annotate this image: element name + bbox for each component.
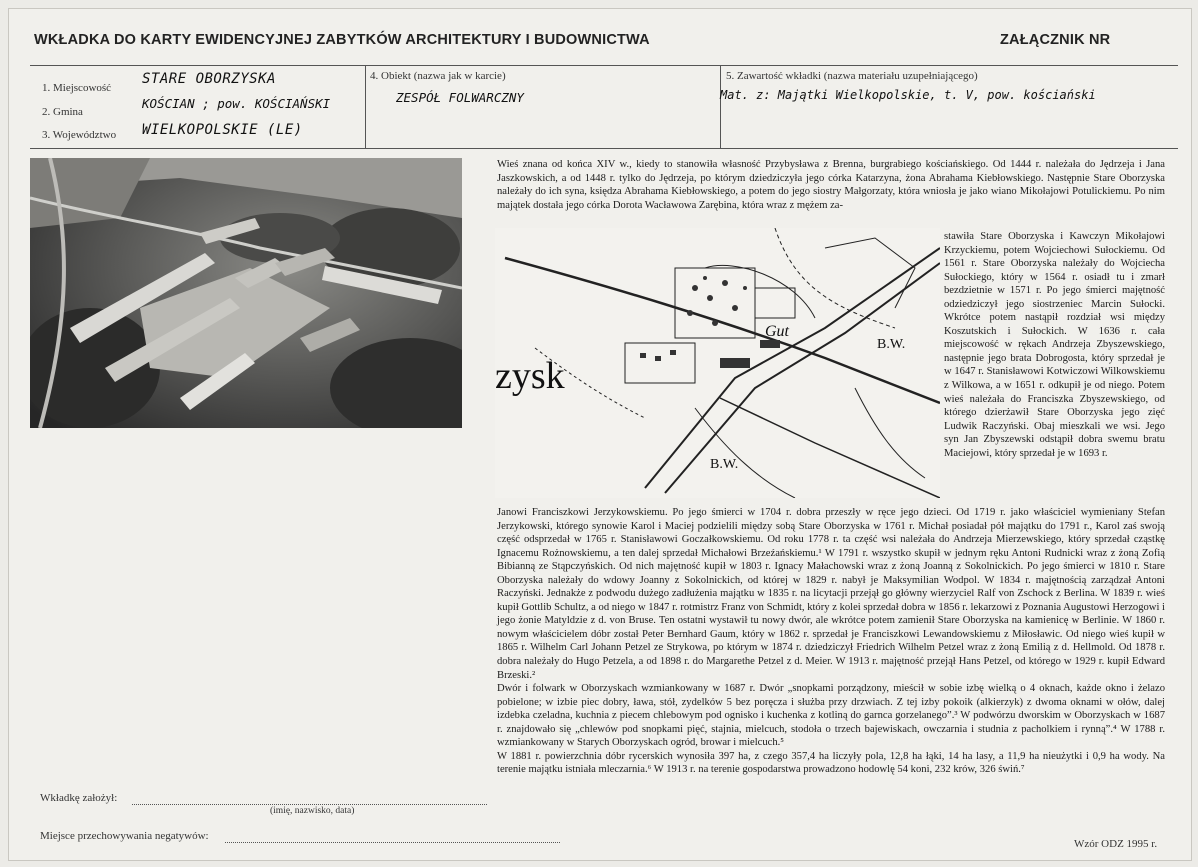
field-value-contents: Mat. z: Majątki Wielkopolskie, t. V, pow. kościański <box>720 88 1096 102</box>
field-label-contents: 5. Zawartość wkładki (nazwa materiału uzupełniającego) <box>726 70 978 82</box>
field-label-commune: 2. Gmina <box>42 106 83 118</box>
divider <box>720 66 721 148</box>
created-by-line <box>132 804 487 805</box>
history-text-bottom <box>497 506 1165 777</box>
field-value-voivodeship: WIELKOPOLSKIE (LE) <box>142 122 303 138</box>
aerial-photograph <box>30 158 462 428</box>
field-label-object: 4. Obiekt (nazwa jak w karcie) <box>370 70 506 82</box>
field-label-voivodeship: 3. Województwo <box>42 129 117 141</box>
annex-label: ZAŁĄCZNIK NR <box>1000 32 1111 48</box>
paragraph: W 1881 r. powierzchnia dóbr rycerskich wynosiła 397 ha, z czego 357,4 ha liczyły pola, 12,8 ha łąki, 14 ha lasy, a 11,9 ha nieużytki i 0,9 ha wody. Na terenie majątku istniała mleczarnia.⁶ W 1913 r. na terenie gospodarstwa prowadzono hodowlę 54 koni, 232 krów, 326 świń.⁷ <box>497 750 1165 776</box>
map-label-gut: Gut <box>765 323 789 340</box>
field-value-locality: STARE OBORZYSKA <box>142 71 276 87</box>
form-code: Wzór ODZ 1995 r. <box>1074 838 1158 850</box>
negatives-label: Miejsce przechowywania negatywów: <box>40 830 209 842</box>
paragraph: Wieś znana od końca XIV w., kiedy to stanowiła własność Przybysława z Brenna, burgrabiego kościańskiego. Od 1444 r. należała do Jędrzeja i Jana Jaszkowskich, a od 1448 r. tylko do Jędrzeja, po którym dziedziczyła jego córka Katarzyna, żona Abrahama Kiebłowskiego. Następnie Stare Oborzyska należały do ich syna, księdza Abrahama Kiebłowskiego, a potem do jego siostry Małgorzaty, która wniosła je jako wiano Mikołajowi Potulickiemu. Po nim majątek dostała jego córka Dorota Wacławowa Zarębina, która wraz z mężem za- <box>497 159 1165 211</box>
map-label-bw-south: B.W. <box>710 457 739 472</box>
document-title: WKŁADKA DO KARTY EWIDENCYJNEJ ZABYTKÓW ARCHITEKTURY I BUDOWNICTWA <box>34 32 650 48</box>
created-by-label: Wkładkę założył: <box>40 792 118 804</box>
historical-map <box>495 228 940 498</box>
field-value-object: ZESPÓŁ FOLWARCZNY <box>396 90 524 105</box>
history-text-right <box>944 230 1165 460</box>
paragraph: stawiła Stare Oborzyska i Kawczyn Mikołajowi Krzyckiemu, potem Wojciechowi Sułockiemu. Od 1561 r. Stare Oborzyska należały do Wojciecha Sułockiego, który w 1564 r. osiadł tu i zmarł bezdzietnie w 1571 r. Po jego śmierci majętność odziedziczył jego siostrzeniec Marcin Sułocki. Wkrótce potem nastąpił rozdział wsi między Koszutskich i Sułockich. W 1636 r. cała miejscowość w rękach Andrzeja Zbyszewskiego, następnie jego brata Dobrogosta, który sprzedał je w 1647 r. Stanisławowi Kotwiczowi Wilkowskiemu z Wilkowa, a w 1651 r. odkupił je od niego. Potem wieś należała do Franciszka Zbyszewskiego, od którego dzierżawił Stare Oborzyska jego zięć Ludwik Raczyński. Obaj mieszkali we wsi. Jego syn Jan Zbyszewski odstąpił dobra swemu bratu Maciejowi, który sprzedał je w 1693 r. <box>944 231 1165 459</box>
form-header-box <box>30 65 1178 149</box>
map-label-zysk: zysk <box>495 355 565 397</box>
field-label-locality: 1. Miejscowość <box>42 82 112 94</box>
map-label-bw-east: B.W. <box>877 337 906 352</box>
history-text-top <box>497 158 1165 212</box>
divider <box>365 66 366 148</box>
field-value-commune: KOŚCIAN ; pow. KOŚCIAŃSKI <box>142 96 331 111</box>
negatives-line <box>225 842 560 843</box>
paragraph: Dwór i folwark w Oborzyskach wzmiankowany w 1687 r. Dwór „snopkami porządzony, mieścił w sobie izbę wielką o 4 oknach, każde okno i żelazo pobielone; w izbie piec dobry, ława, stół, zydelków 5 bez poręcza i służba przy drzwiach. Z tej izby pokoik (alkierzyk) z dwoma oknami w ołów, dalej izdebka czeladna, kuchnia z piecem chlebowym pod ognisko i kuchenka z kotliną do garnca gorzelanego”.³ W podwórzu dworskim w Oborzyskach w 1687 r. znajdowało się „chlewów pod snopkami pięć, stajnia, mielcuch, stodoła o trzech bajewiskach, owczarnia i studnia z pacholkiem i rynną”.⁴ W 1788 r. wzmiankowany w Starych Oborzyskach ogród, browar i mielcuch.⁵ <box>497 683 1165 749</box>
paragraph: Janowi Franciszkowi Jerzykowskiemu. Po jego śmierci w 1704 r. dobra przeszły w ręce jego dzieci. Od 1719 r. jako właściciel wymieniany Stefan Jerzykowski, którego synowie Karol i Maciej podzielili między sobą Stare Oborzyska w 1761 r. Michał posiadał pół majątku do 1791 r., Karol zaś swoją część odsprzedał w 1765 r. Stanisławowi Goczałkowskiemu. Od roku 1778 r. ta część wsi należała do Andrzeja Mierzewskiego, który sprzedał cząstkę Ignacemu Rożnowskiemu, a ten dalej sprzedał Michałowi Brzeźańskiemu.¹ W 1791 r. wszystko skupił w jednym ręku Antoni Rudnicki wraz z żoną Zofią Bibianną ze Stąpczyńskich. Od nich majętność kupił w 1803 r. Ignacy Małachowski wraz z żoną Joanną z Sokolnickich. Po jego śmierci w 1810 r. Stare Oborzyska należały do wdowy Joanny z Sokolnickich, od której w 1829 r. nabył je Maksymilian Wodpol. W 1834 r. majętnością zarządzał Antoni Raczyński. Jednakże z podwodu dużego zadłużenia majątku w 1835 r. na licytacji przejął go główny wierzyciel Ralf von Zschock z Berlina. W 1839 r. wieś kupił Gottlib Schultz, a od niego w 1847 r. rotmistrz Franz von Schmidt, który z kolei sprzedał dobra w 1856 r. lekarzowi z Poznania Augustowi Herzogowi i jego żonie Matyldzie z d. von Bruse. Ten ostatni wystawił tu nowy dwór, ale wkrótce potem zamienił Stare Oborzyska na kamienicę w Berlinie. W 1860 r. nowym właścicielem dóbr został Peter Bernhard Gaum, który w 1862 r. sprzedał je Franciszkowi Lewandowskiemu z Miłosławic. Od niego wieś kupił w 1865 r. Wilhelm Carl Johann Petzel ze Strykowa, po którym w 1874 r. dziedziczył Friedrich Wilhelm Petzel wraz z żoną Emilią z d. Hellmold. Od 1878 r. dobra należały do Hugo Petzela, a od 1898 r. do Margarethe Petzel z d. Meier. W 1913 r. majętność przejął Hans Petzel, od którego w 1929 r. kupił Edward Brzeski.² <box>497 507 1165 681</box>
created-by-hint: (imię, nazwisko, data) <box>270 806 355 816</box>
